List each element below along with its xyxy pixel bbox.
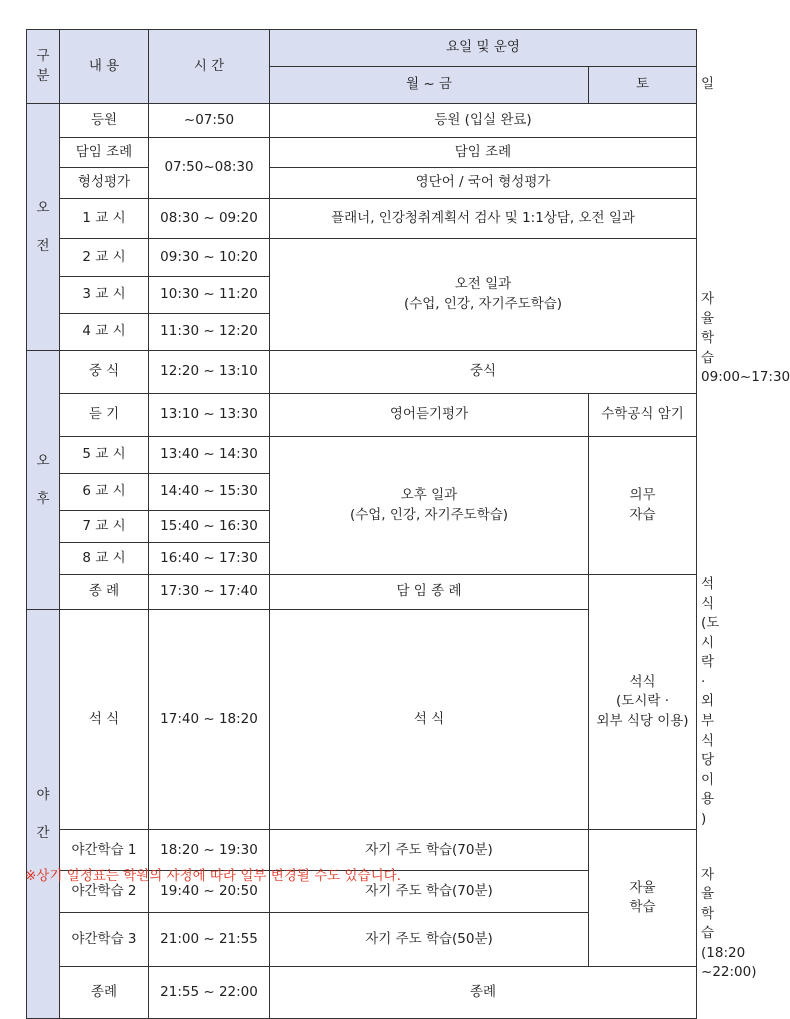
row-content: 중 식 (60, 351, 149, 394)
table-row (27, 437, 697, 474)
row-saturday: 석식 (도시락 · 외부 식당 이용) (589, 575, 697, 830)
row-content: 7 교 시 (60, 511, 149, 543)
row-content: 종 례 (60, 575, 149, 610)
header-weekday: 월 ~ 금 (270, 67, 589, 104)
row-time: 11:30 ~ 12:20 (149, 314, 270, 351)
row-saturday: 수학공식 암기 (589, 394, 697, 437)
row-time: 08:30 ~ 09:20 (149, 199, 270, 239)
row-content: 종례 (60, 967, 149, 1019)
row-time: 14:40 ~ 15:30 (149, 474, 270, 511)
row-weekday: 자기 주도 학습(50분) (270, 913, 589, 967)
table-row (27, 168, 697, 199)
row-plan: 등원 (입실 완료) (270, 104, 697, 138)
row-content: 8 교 시 (60, 543, 149, 575)
table-row: 야간학습 1 18:20 ~ 19:30 자기 주도 학습(70분) 자율 학습 자율 학습 (18:20 ~22:00) (27, 830, 697, 871)
row-weekday: 자기 주도 학습(70분) (270, 871, 589, 913)
section-morning-char2: 전 (36, 237, 50, 254)
row-content: 야간학습 3 (60, 913, 149, 967)
row-time: 17:40 ~ 18:20 (149, 610, 270, 830)
row-time: 13:40 ~ 14:30 (149, 437, 270, 474)
section-afternoon (27, 351, 60, 610)
table-row: 종 례 17:30 ~ 17:40 담 임 종 례 석식 (도시락 · 외부 식당 이용) 석식 (도시락 · 외부 식당 이용 ) (27, 575, 697, 610)
row-time: 19:40 ~ 20:50 (149, 871, 270, 913)
row-time: 16:40 ~ 17:30 (149, 543, 270, 575)
row-plan: 담임 조례 (270, 138, 697, 168)
table-row (27, 138, 697, 168)
row-content: 2 교 시 (60, 239, 149, 277)
row-plan: 플래너, 인강청취계획서 검사 및 1:1상담, 오전 일과 (270, 199, 697, 239)
row-content: 형성평가 (60, 168, 149, 199)
row-time: 12:20 ~ 13:10 (149, 351, 270, 394)
header-category: 구 분 (27, 30, 60, 104)
header-saturday: 토 (589, 67, 697, 104)
row-weekday: 석 식 (270, 610, 589, 830)
row-content: 등원 (60, 104, 149, 138)
row-content: 듣 기 (60, 394, 149, 437)
row-plan: 영단어 / 국어 형성평가 (270, 168, 697, 199)
row-content: 담임 조례 (60, 138, 149, 168)
table-row (27, 351, 697, 394)
row-plan: 중식 (270, 351, 697, 394)
row-time: 13:10 ~ 13:30 (149, 394, 270, 437)
row-weekday: 영어듣기평가 (270, 394, 589, 437)
row-content: 6 교 시 (60, 474, 149, 511)
section-afternoon-char2: 후 (36, 490, 50, 507)
table-row (27, 967, 697, 1019)
row-saturday: 자율 학습 (589, 830, 697, 967)
row-plan: 종례 (270, 967, 697, 1019)
table-row (27, 199, 697, 239)
section-morning-char1: 오 (36, 200, 50, 216)
row-time: 15:40 ~ 16:30 (149, 511, 270, 543)
schedule-note: ※상기 일정표는 학원의 사정에 따라 일부 변경될 수도 있습니다. (25, 868, 401, 884)
row-content: 야간학습 2 (60, 871, 149, 913)
row-time: 07:50~08:30 (149, 138, 270, 199)
row-time: 18:20 ~ 19:30 (149, 830, 270, 871)
table-row (27, 394, 697, 437)
row-content: 3 교 시 (60, 277, 149, 314)
row-time: 21:00 ~ 21:55 (149, 913, 270, 967)
table-row: 오 전 등원 ~07:50 등원 (입실 완료) 자율 학습 09:00~17:30 (27, 104, 697, 138)
section-night-char2: 간 (36, 824, 50, 841)
section-afternoon-char1: 오 (36, 453, 50, 469)
header-operation: 요일 및 운영 (270, 30, 697, 67)
row-saturday: 의무 자습 (589, 437, 697, 575)
row-time: ~07:50 (149, 104, 270, 138)
row-content: 5 교 시 (60, 437, 149, 474)
row-content: 1 교 시 (60, 199, 149, 239)
row-time: 09:30 ~ 10:20 (149, 239, 270, 277)
row-weekday: 자기 주도 학습(70분) (270, 830, 589, 871)
header-content: 내 용 (60, 30, 149, 104)
header-days-row: 월 ~ 금 토 일 (27, 67, 697, 104)
row-content: 석 식 (60, 610, 149, 830)
section-night (27, 610, 60, 1019)
row-content: 4 교 시 (60, 314, 149, 351)
row-weekday: 담 임 종 례 (270, 575, 589, 610)
section-morning (27, 104, 60, 351)
section-night-char1: 야 (36, 787, 50, 804)
row-time: 17:30 ~ 17:40 (149, 575, 270, 610)
row-content: 야간학습 1 (60, 830, 149, 871)
table-row (27, 239, 697, 277)
header-time: 시 간 (149, 30, 270, 104)
row-plan: 오전 일과 (수업, 인강, 자기주도학습) (270, 239, 697, 351)
header-row (27, 30, 697, 67)
row-time: 10:30 ~ 11:20 (149, 277, 270, 314)
row-time: 21:55 ~ 22:00 (149, 967, 270, 1019)
row-weekday: 오후 일과 (수업, 인강, 자기주도학습) (270, 437, 589, 575)
